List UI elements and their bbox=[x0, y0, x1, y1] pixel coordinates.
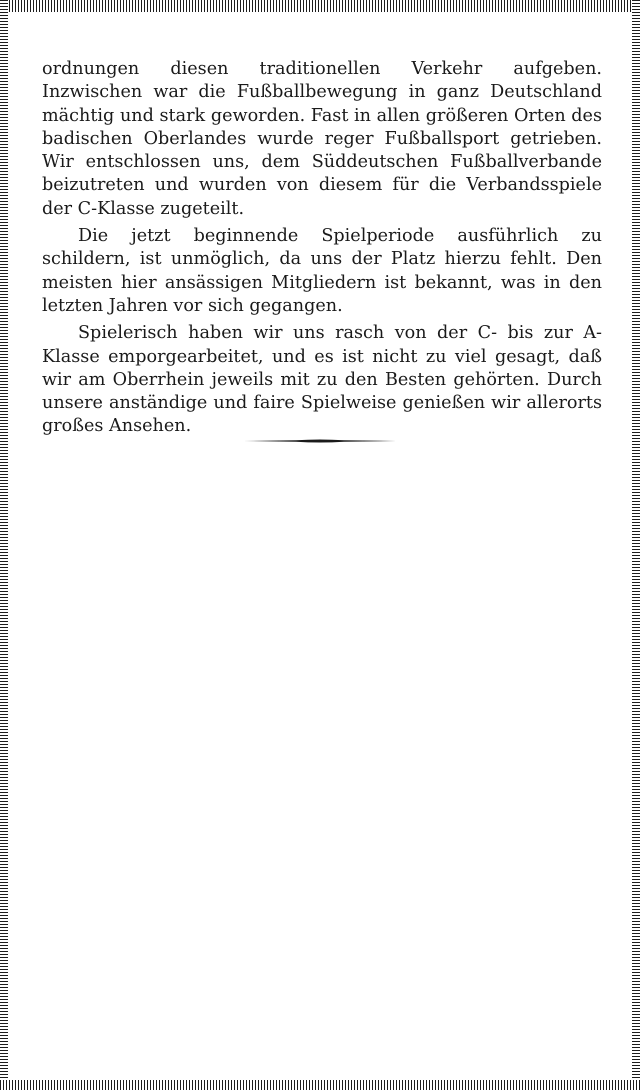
paragraph-3: Spielerisch haben wir uns rasch von der C- bis zur A-Klasse emporgearbeitet, und es ist nicht zu viel gesagt, daß wir am Oberrhein jeweils mit zu den Besten gehörten. Durch unsere anständige und faire Spielweise genießen wir allerorts großes Ansehen. bbox=[42, 323, 602, 437]
body-text bbox=[42, 58, 602, 443]
decorative-border-right bbox=[632, 0, 640, 1090]
decorative-border-bottom bbox=[0, 1080, 640, 1090]
paragraph-2: Die jetzt beginnende Spielperiode ausführlich zu schildern, ist unmöglich, da uns der Platz hierzu fehlt. Den meisten hier ansässigen Mitgliedern ist bekannt, was in den letzten Jahren vor sich gegangen. bbox=[42, 226, 602, 316]
decorative-border-top bbox=[0, 0, 640, 12]
section-end-ornament bbox=[244, 438, 396, 444]
decorative-border-left bbox=[0, 0, 8, 1090]
paragraph-1: ordnungen diesen traditionellen Verkehr aufgeben. Inzwischen war die Fußballbewegung in ganz Deutschland mächtig und stark geworden. Fast in allen größeren Orten des badischen Oberlandes wurde reger Fußballsport getrieben. Wir entschlossen uns, dem Süddeutschen Fußballverbande beizutreten und wurden von diesem für die Verbandsspiele der C-Klasse zugeteilt. bbox=[42, 59, 602, 219]
